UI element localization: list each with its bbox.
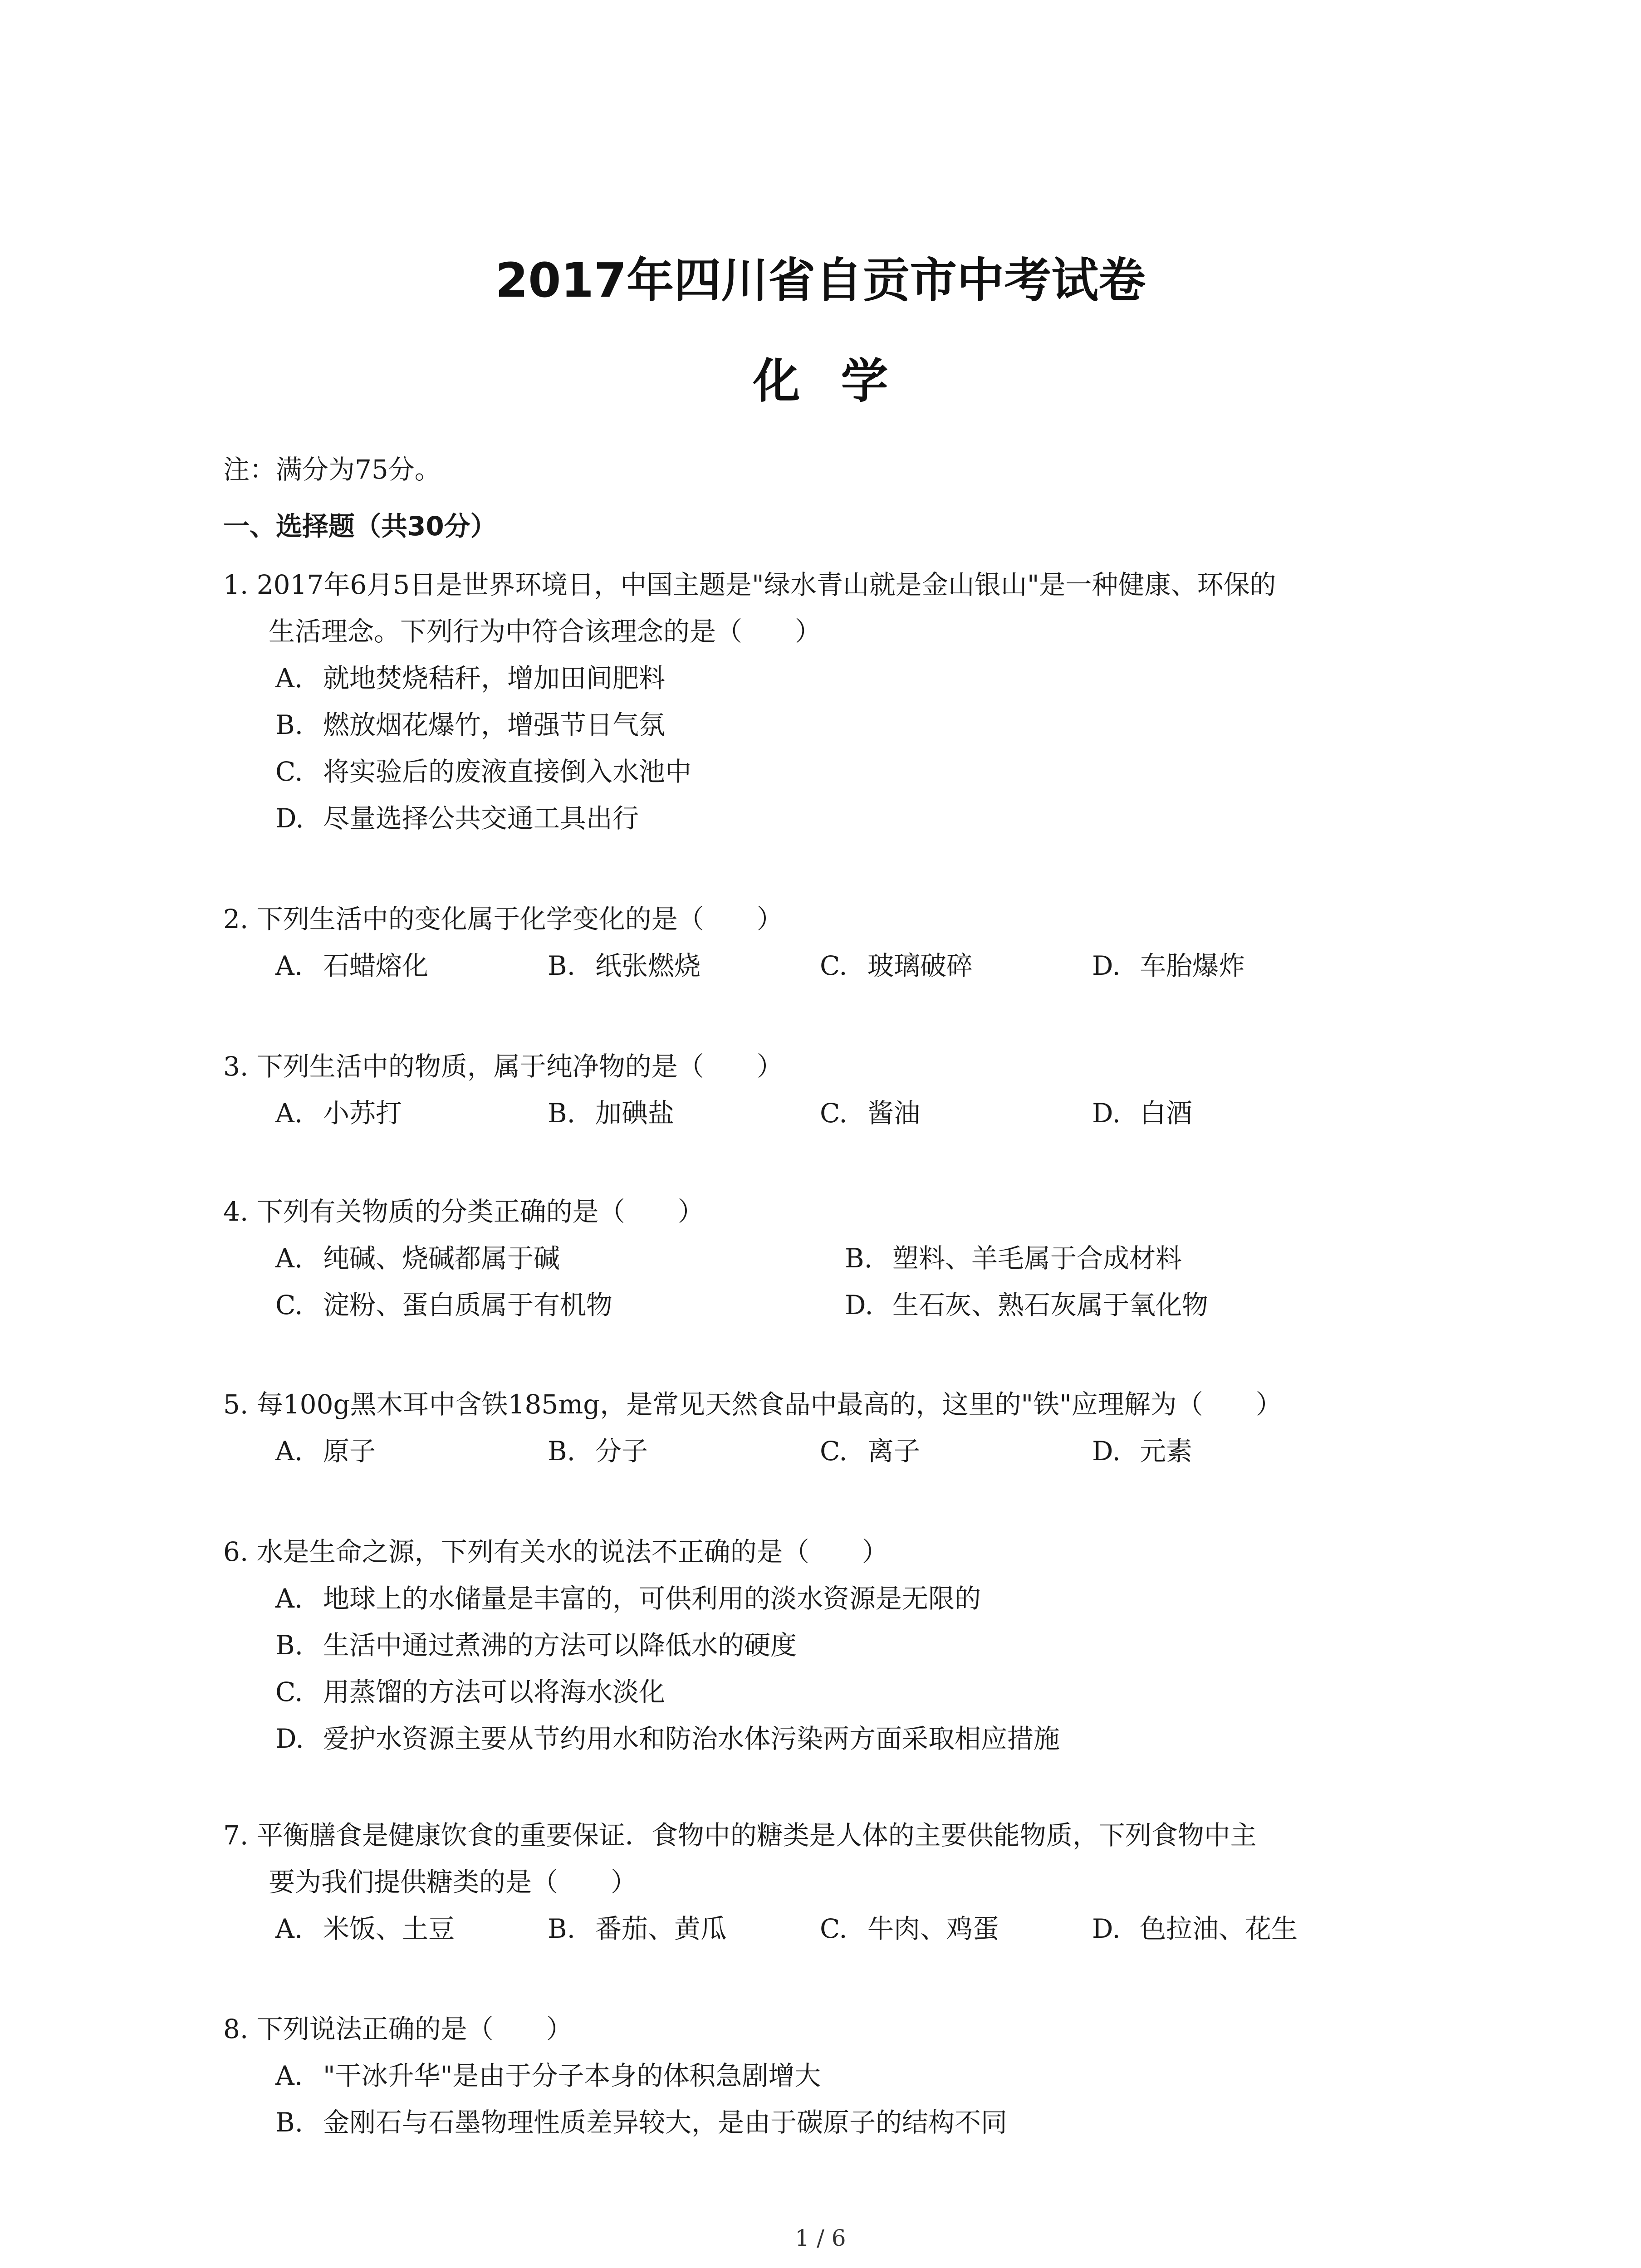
option-d: D. 元素 [1092, 1436, 1193, 1466]
option-c: C. 玻璃破碎 [820, 950, 973, 981]
question-stem: 2. 下列生活中的变化属于化学变化的是（ ） [223, 904, 783, 934]
option-a: A. 就地焚烧秸秆，增加田间肥料 [275, 663, 666, 694]
option-a: A. "干冰升华"是由于分子本身的体积急剧增大 [275, 2060, 821, 2091]
option-a: A. 原子 [275, 1436, 376, 1466]
option-c: C. 淀粉、蛋白质属于有机物 [275, 1290, 613, 1320]
option-c: C. 离子 [820, 1436, 921, 1466]
option-b: B. 塑料、羊毛属于合成材料 [845, 1243, 1182, 1274]
question-3 [223, 1043, 1439, 1137]
question-7 [223, 1812, 1439, 1952]
option-d: D. 爱护水资源主要从节约用水和防治水体污染两方面采取相应措施 [275, 1723, 1060, 1754]
score-note: 注：满分为75分。 [223, 454, 441, 485]
option-d: D. 白酒 [1092, 1098, 1193, 1129]
options [223, 1428, 1439, 1475]
option-b: B. 金刚石与石墨物理性质差异较大，是由于碳原子的结构不同 [275, 2107, 1008, 2138]
question-stem: 4. 下列有关物质的分类正确的是（ ） [223, 1196, 704, 1227]
option-a: A. 小苏打 [275, 1098, 402, 1129]
option-b: B. 燃放烟花爆竹，增强节日气氛 [275, 709, 666, 740]
options [223, 943, 1439, 989]
question-stem: 1. 2017年6月5日是世界环境日，中国主题是"绿水青山就是金山银山"是一种健康、环保的 [223, 569, 1276, 600]
question-stem: 3. 下列生活中的物质，属于纯净物的是（ ） [223, 1051, 783, 1082]
question-5 [223, 1381, 1439, 1475]
option-d: D. 车胎爆炸 [1092, 950, 1245, 981]
options [223, 2053, 1439, 2146]
option-a: A. 米饭、土豆 [275, 1913, 455, 1944]
question-stem-continued: 生活理念。下列行为中符合该理念的是（ ） [269, 616, 822, 647]
page-number: 1 / 6 [795, 2225, 846, 2251]
option-d: D. 尽量选择公共交通工具出行 [275, 803, 639, 834]
option-b: B. 生活中通过煮沸的方法可以降低水的硬度 [275, 1630, 797, 1661]
question-stem-continued: 要为我们提供糖类的是（ ） [269, 1867, 637, 1897]
question-2 [223, 896, 1439, 989]
question-8 [223, 2006, 1439, 2146]
option-b: B. 分子 [548, 1436, 648, 1466]
question-stem: 7. 平衡膳食是健康饮食的重要保证．食物中的糖类是人体的主要供能物质，下列食物中主 [223, 1820, 1257, 1851]
option-a: A. 纯碱、烧碱都属于碱 [275, 1243, 560, 1274]
options-row-1 [223, 1235, 1439, 1282]
exam-title: 2017年四川省自贡市中考试卷 [495, 253, 1146, 308]
options [223, 1906, 1439, 1952]
options [223, 655, 1439, 842]
question-stem: 5. 每100g黑木耳中含铁185mg，是常见天然食品中最高的，这里的"铁"应理解为（ ） [223, 1389, 1282, 1420]
option-c: C. 将实验后的废液直接倒入水池中 [275, 756, 692, 787]
option-c: C. 用蒸馏的方法可以将海水淡化 [275, 1677, 666, 1707]
option-b: B. 加碘盐 [548, 1098, 675, 1129]
section-heading: 一、选择题（共30分） [223, 511, 497, 542]
options-row-2 [223, 1282, 1439, 1329]
question-6 [223, 1529, 1439, 1762]
option-a: A. 石蜡熔化 [275, 950, 429, 981]
option-d: D. 生石灰、熟石灰属于氧化物 [845, 1290, 1209, 1320]
option-d: D. 色拉油、花生 [1092, 1913, 1298, 1944]
option-b: B. 纸张燃烧 [548, 950, 701, 981]
options [223, 1090, 1439, 1137]
option-c: C. 牛肉、鸡蛋 [820, 1913, 999, 1944]
question-stem: 6. 水是生命之源，下列有关水的说法不正确的是（ ） [223, 1536, 888, 1567]
option-b: B. 番茄、黄瓜 [548, 1913, 727, 1944]
question-1 [223, 562, 1439, 842]
question-4 [223, 1188, 1439, 1329]
subject-title: 化学 [753, 353, 929, 409]
option-c: C. 酱油 [820, 1098, 921, 1129]
question-stem: 8. 下列说法正确的是（ ） [223, 2014, 573, 2044]
options [223, 1575, 1439, 1762]
option-a: A. 地球上的水储量是丰富的，可供利用的淡水资源是无限的 [275, 1583, 981, 1614]
